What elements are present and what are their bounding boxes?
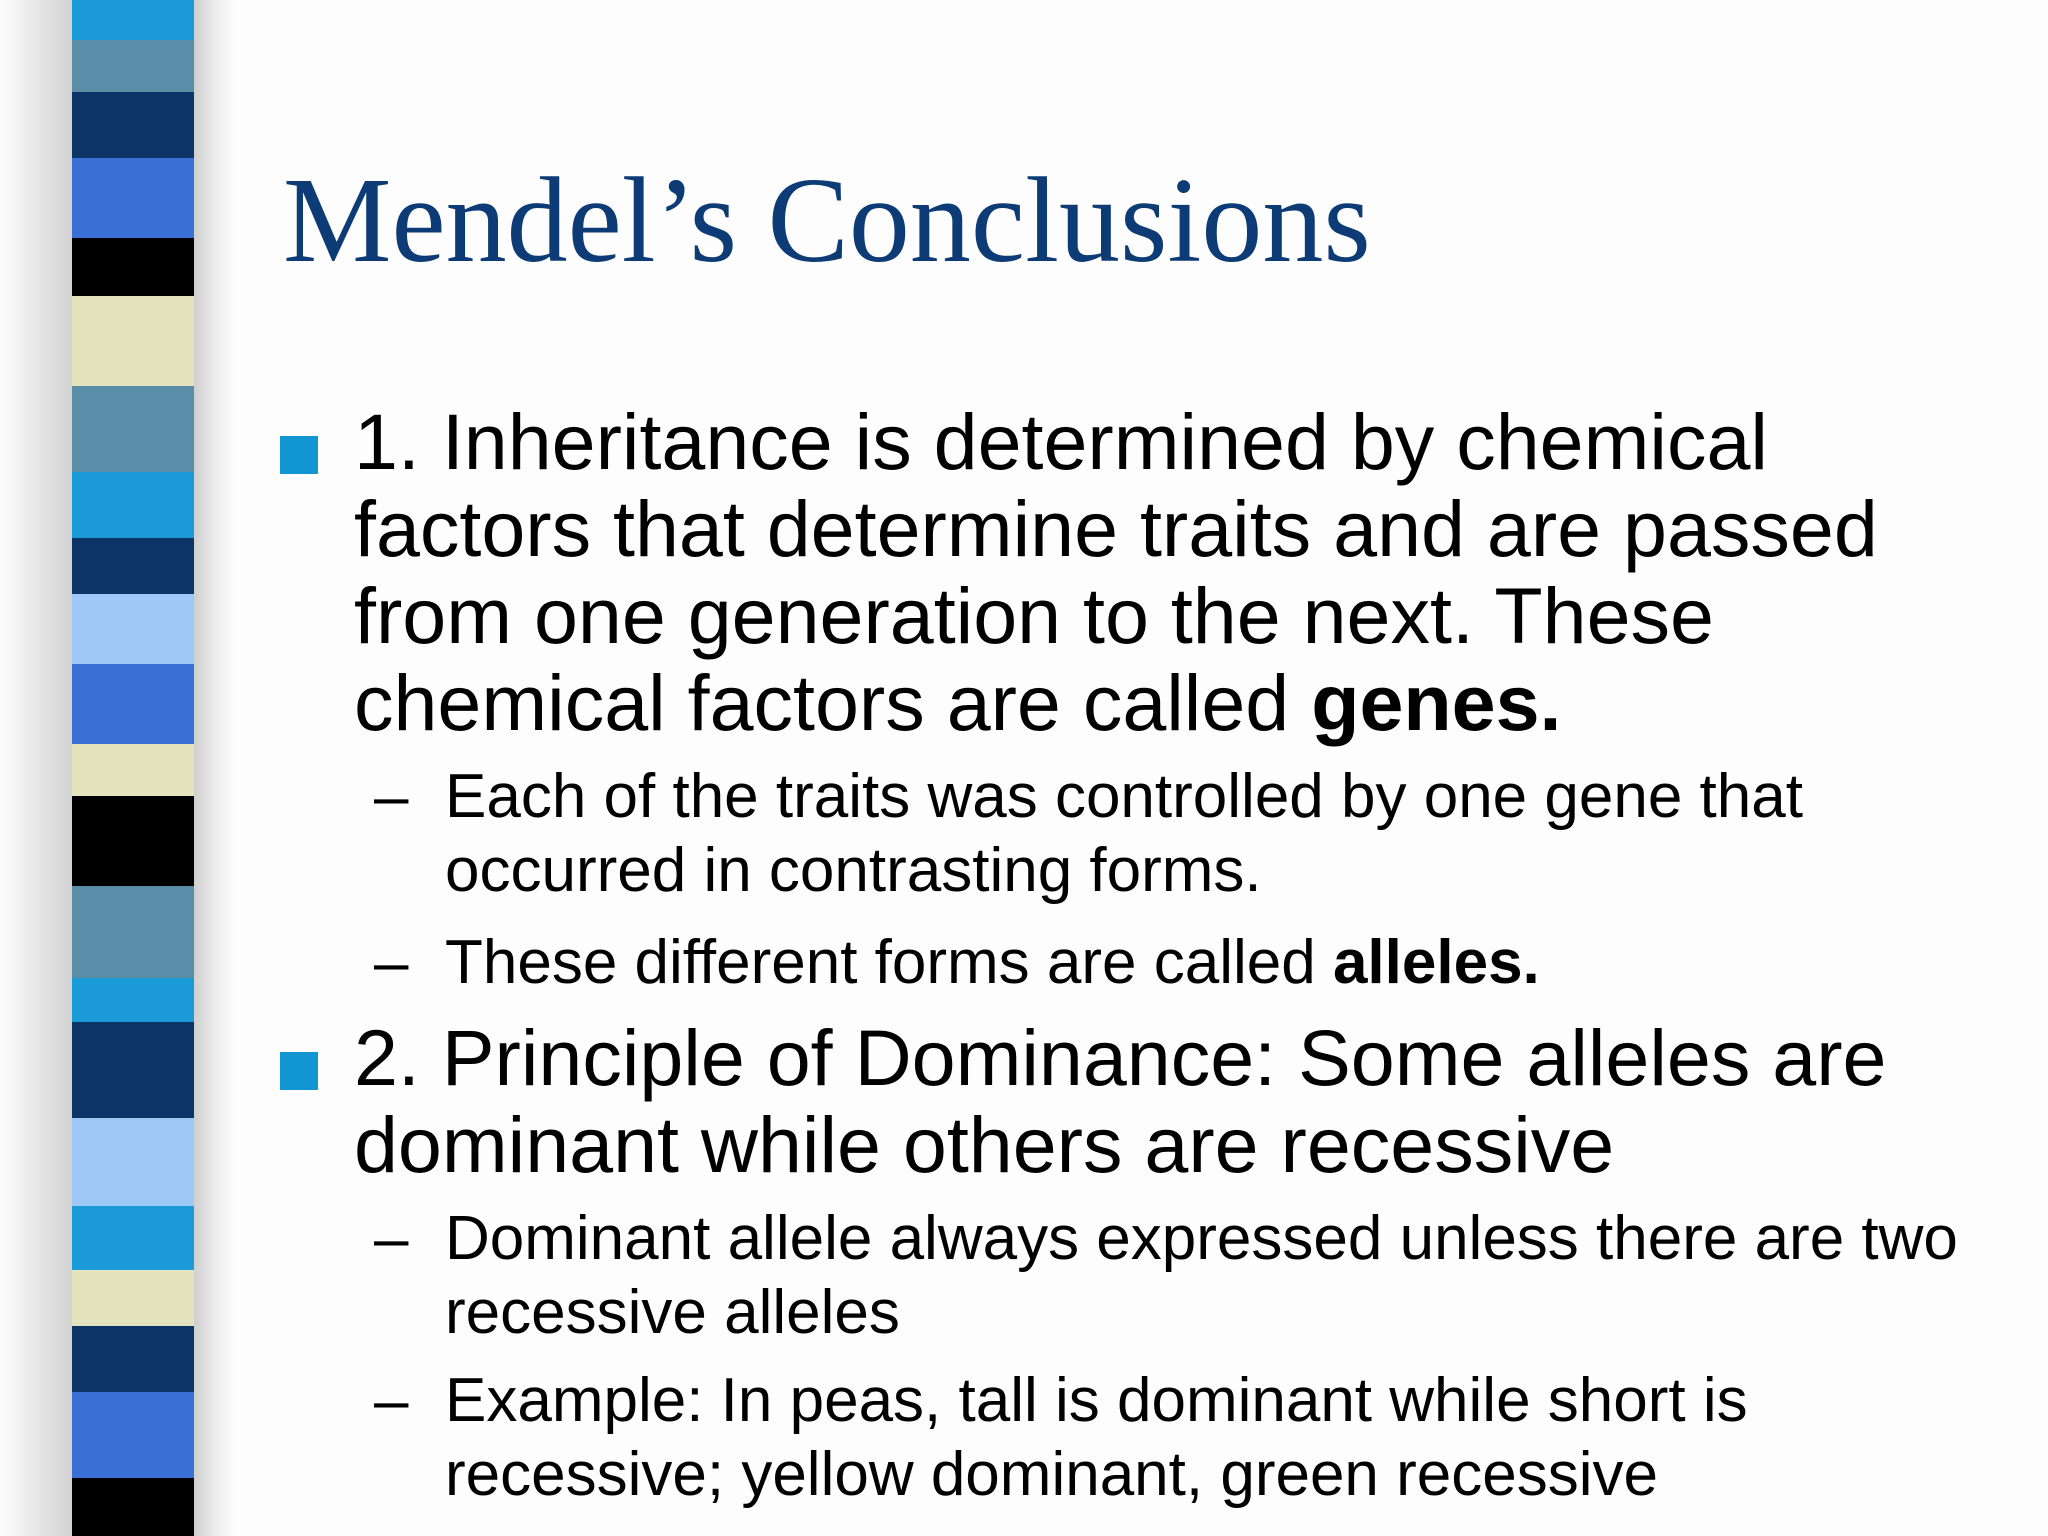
stripe bbox=[72, 1118, 194, 1206]
stripe bbox=[72, 158, 194, 238]
stripe bbox=[72, 744, 194, 796]
decorative-stripe-bar bbox=[72, 0, 194, 1536]
stripe bbox=[72, 1392, 194, 1478]
sub-bullet-text: These different forms are called bbox=[445, 928, 1333, 997]
stripe bbox=[72, 1022, 194, 1118]
stripe bbox=[72, 0, 194, 40]
dash-icon: – bbox=[374, 1366, 409, 1435]
bullet-text: 2. Principle of Dominance: Some alleles are dominant while others are recessive bbox=[354, 1013, 1887, 1189]
stripe bbox=[72, 92, 194, 158]
stripe bbox=[72, 238, 194, 296]
stripe bbox=[72, 472, 194, 538]
sub-bullet-bold-text: alleles. bbox=[1332, 928, 1540, 997]
stripe bbox=[72, 594, 194, 664]
square-bullet-icon bbox=[280, 1052, 318, 1090]
bullet-text: 1. Inheritance is determined by chemical factors that determine traits and are passed from one generation to the next. These chemical factors are called bbox=[354, 397, 1878, 747]
dash-icon: – bbox=[374, 928, 409, 997]
bullet-item bbox=[280, 1014, 2000, 1188]
bullet-item bbox=[280, 398, 2000, 746]
stripe bbox=[72, 538, 194, 594]
sub-bullet-item bbox=[280, 1202, 2000, 1350]
stripe bbox=[72, 1206, 194, 1270]
sub-bullet-text: Dominant allele always expressed unless there are two recessive alleles bbox=[445, 1204, 1958, 1347]
stripe bbox=[72, 40, 194, 92]
stripe bbox=[72, 1270, 194, 1326]
stripe bbox=[72, 296, 194, 386]
stripe bbox=[72, 664, 194, 744]
sub-bullet-text: Example: In peas, tall is dominant while short is recessive; yellow dominant, green recessive bbox=[445, 1366, 1748, 1509]
dash-icon: – bbox=[374, 762, 409, 831]
slide-content bbox=[280, 398, 2000, 1512]
stripe bbox=[72, 886, 194, 978]
stripe bbox=[72, 386, 194, 472]
sub-bullet-item bbox=[280, 1364, 2000, 1512]
stripe bbox=[72, 1478, 194, 1536]
stripe bbox=[72, 1326, 194, 1392]
stripe bbox=[72, 796, 194, 886]
dash-icon: – bbox=[374, 1204, 409, 1273]
slide-title: Mendel’s Conclusions bbox=[283, 153, 1371, 288]
sub-bullet-item bbox=[280, 760, 2000, 908]
stripe bbox=[72, 978, 194, 1022]
bullet-bold-text: genes. bbox=[1311, 658, 1562, 747]
square-bullet-icon bbox=[280, 436, 318, 474]
sub-bullet-item bbox=[280, 926, 2000, 1000]
sub-bullet-text: Each of the traits was controlled by one gene that occurred in contrasting forms. bbox=[445, 762, 1803, 905]
